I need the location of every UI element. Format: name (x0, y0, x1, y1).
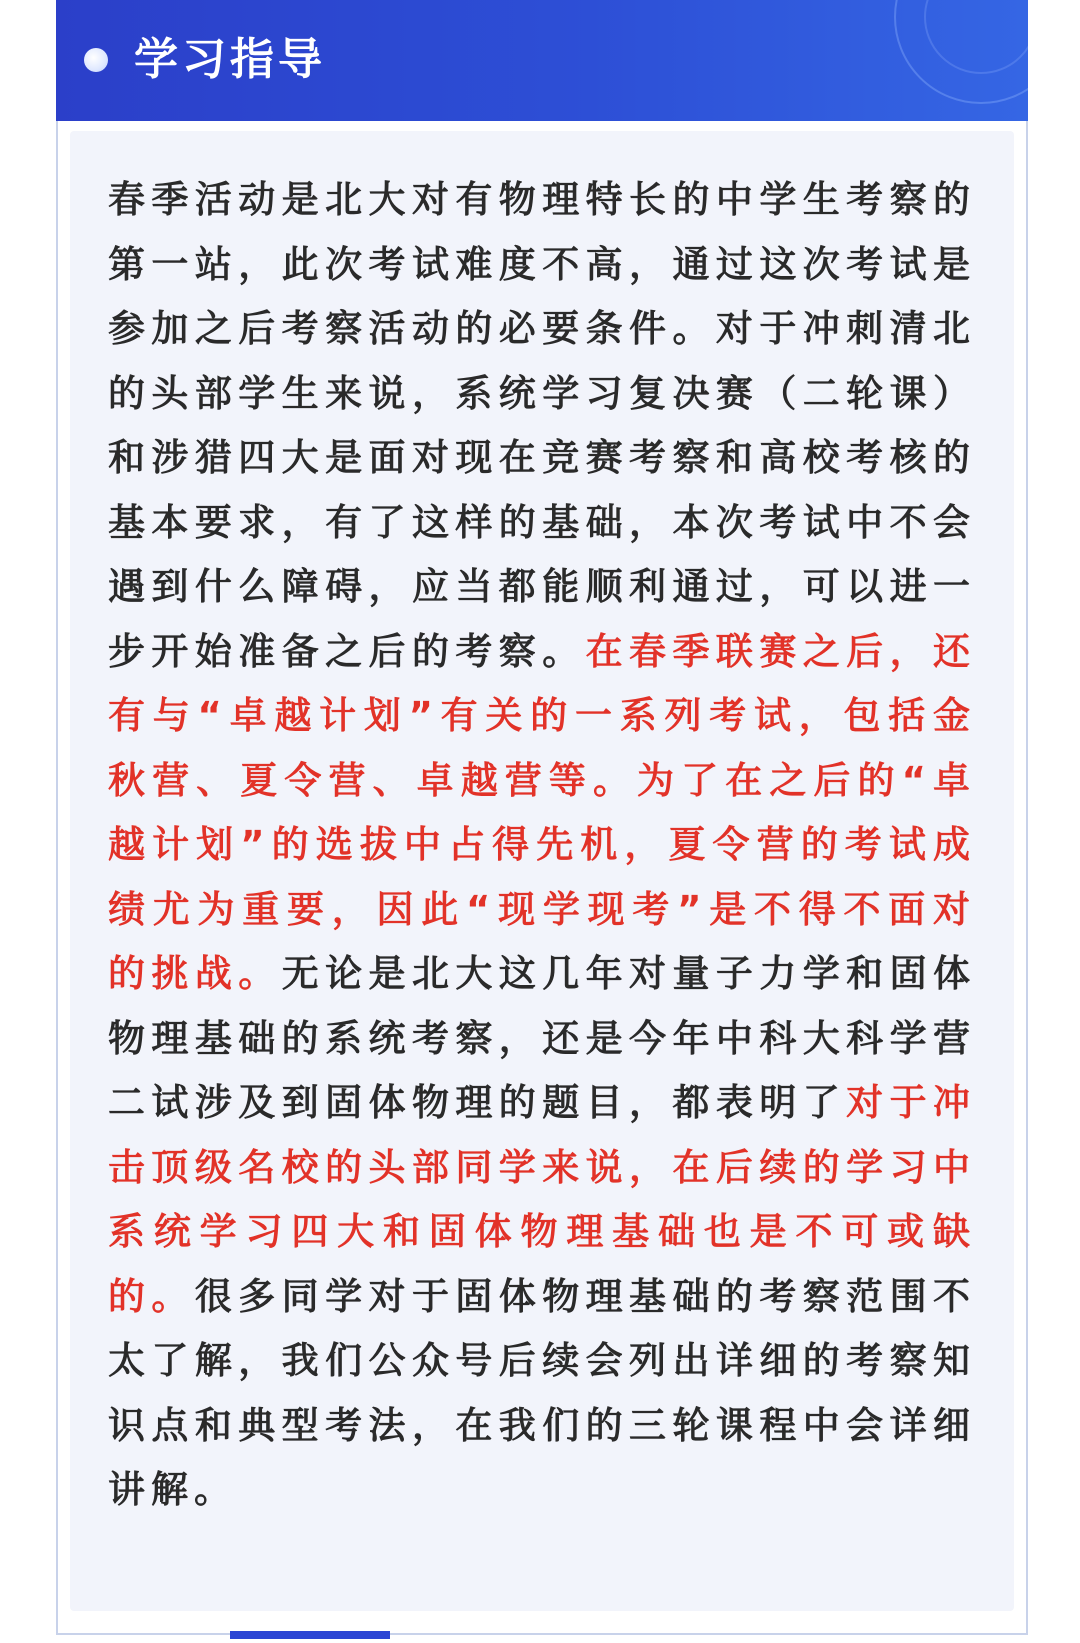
guidance-paragraph (108, 168, 976, 1523)
highlighted-text: 在春季联赛之后，还有与“卓越计划”有关的一系列考试，包括金秋营、夏令营、卓越营等。为了在之后的“卓越计划”的选拔中占得先机，夏令营的考试成绩尤为重要，因此“现学现考”是不得不面对的挑战。 (108, 629, 977, 995)
text-segment: 无论是北大这几年对量子力学和固体物理基础的系统考察，还是今年中科大科学营二试涉及到固体物理的题目，都表明了 (108, 952, 977, 1124)
text-segment: 很多同学对于固体物理基础的考察范围不太了解，我们公众号后续会列出详细的考察知识点和典型考法，在我们的三轮课程中会详细讲解。 (108, 1274, 977, 1511)
section-header (56, 0, 1028, 121)
section-title: 学习指导 (134, 34, 326, 85)
highlighted-text: 对于冲击顶级名校的头部同学来说，在后续的学习中系统学习四大和固体物理基础也是不可或缺的。 (108, 1081, 977, 1318)
bullet-dot-icon (84, 48, 108, 72)
bottom-accent-bar (230, 1631, 390, 1639)
text-segment: 春季活动是北大对有物理特长的中学生考察的第一站，此次考试难度不高，通过这次考试是参加之后考察活动的必要条件。对于冲刺清北的头部学生来说，系统学习复决赛（二轮课）和涉猎四大是面对现在竞赛考察和高校考核的基本要求，有了这样的基础，本次考试中不会遇到什么障碍，应当都能顺利通过，可以进一步开始准备之后的考察。 (108, 178, 976, 673)
